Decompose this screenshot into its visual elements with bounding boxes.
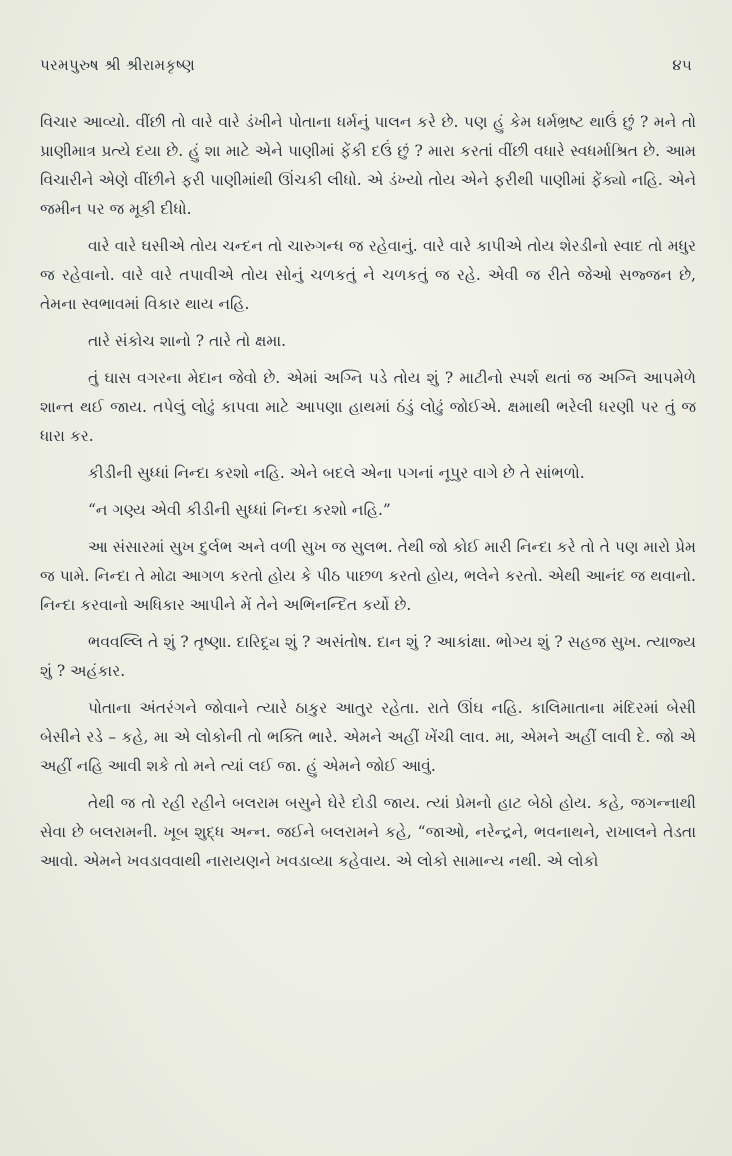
paragraph: તેથી જ તો રહી રહીને બલરામ બસુને ઘેરે દોડી જાય. ત્યાં પ્રેમનો હાટ બેઠો હોય. કહે, જગન્નાથી સેવા છે બલરામની. ખૂબ શુદ્ધ અન્ન. જઈને બલરામને કહે, “જાઓ, નરેન્દ્રને, ભવનાથને, રાખાલને તેડતા આવો. એમને ખવડાવવાથી નારાયણને ખવડાવ્યા કહેવાય. એ લોકો સામાન્ય નથી. એ લોકો (40, 794, 696, 870)
paragraph: પોતાના અંતરંગને જોવાને ત્યારે ઠાકુર આતુર રહેતા. રાતે ઊંઘ નહિ. કાલિમાતાના મંદિરમાં બેસી બેસીને રડે – કહે, મા એ લોકોની તો ભક્તિ ભારે. એમને અહીં ખેંચી લાવ. મા, એમને અહીં લાવી દે. જો એ અહીં નહિ આવી શકે તો મને ત્યાં લઈ જા. હું એમને જોઈ આવું. (40, 699, 696, 775)
paragraph: આ સંસારમાં સુખ દુર્લભ અને વળી સુખ જ સુલભ. તેથી જો કોઈ મારી નિન્દા કરે તો તે પણ મારો પ્રેમ જ પામે. નિન્દા તે મોઢા આગળ કરતો હોય કે પીઠ પાછળ કરતો હોય, ભલેને કરતો. એથી આનંદ જ થવાનો. નિન્દા કરવાનો અધિકાર આપીને મેં તેને અભિનન્દિત કર્યો છે. (40, 538, 696, 614)
paragraph: વિચાર આવ્યો. વીંછી તો વારે વારે ડંખીને પોતાના ધર્મનું પાલન કરે છે. પણ હું કેમ ધર્મભ્રષ્ટ થાઉં છું ? મને તો પ્રાણીમાત્ર પ્રત્યે દયા છે. હું શા માટે એને પાણીમાં ફેંકી દઉં છું ? મારા કરતાં વીંછી વધારે સ્વધર્માશ્રિત છે. આમ વિચારીને એણે વીંછીને ફરી પાણીમાંથી ઊંચકી લીધો. એ ડંખ્યો તોય એને ફરીથી પાણીમાં ફેંક્યો નહિ. એને જમીન પર જ મૂકી દીધો. (40, 113, 696, 218)
paragraph: તું ઘાસ વગરના મેદાન જેવો છે. એમાં અગ્નિ પડે તોય શું ? માટીનો સ્પર્શ થતાં જ અગ્નિ આપમેળે શાન્ત થઈ જાય. તપેલું લોઢું કાપવા માટે આપણા હાથમાં ઠંડું લોઢું જોઈએ. ક્ષમાથી ભરેલી ધરણી પર તું જ ધારા કર. (40, 369, 696, 445)
running-title: પરમપુરુષ શ્રી શ્રીરામકૃષ્ણ (40, 56, 196, 74)
running-header (40, 52, 692, 80)
paragraph: વારે વારે ઘસીએ તોય ચન્દન તો ચારુગન્ધ જ રહેવાનું. વારે વારે કાપીએ તોય શેરડીનો સ્વાદ તો મધુર જ રહેવાનો. વારે વારે તપાવીએ તોય સોનું ચળકતું ને ચળકતું જ રહે. એવી જ રીતે જેઓ સજ્જન છે, તેમના સ્વભાવમાં વિકાર થાય નહિ. (40, 237, 696, 313)
quotation: “ન ગણ્ય એવી કીડીની સુધ્ધાં નિન્દા કરશો નહિ.” (88, 501, 391, 519)
paragraph: ભવવલ્લિ તે શું ? તૃષ્ણા. દારિદ્ર્ય શું ? અસંતોષ. દાન શું ? આકાંક્ષા. ભોગ્ય શું ? સહજ સુખ. ત્યાજ્ય શું ? અહંકાર. (40, 633, 696, 680)
paragraph: કીડીની સુધ્ધાં નિન્દા કરશો નહિ. એને બદલે એના પગનાં નૂપુર વાગે છે તે સાંભળો. (88, 464, 585, 482)
page-body (40, 108, 696, 884)
page-number: ૪૫ (672, 56, 692, 74)
paragraph: તારે સંકોચ શાનો ? તારે તો ક્ષમા. (88, 332, 287, 350)
